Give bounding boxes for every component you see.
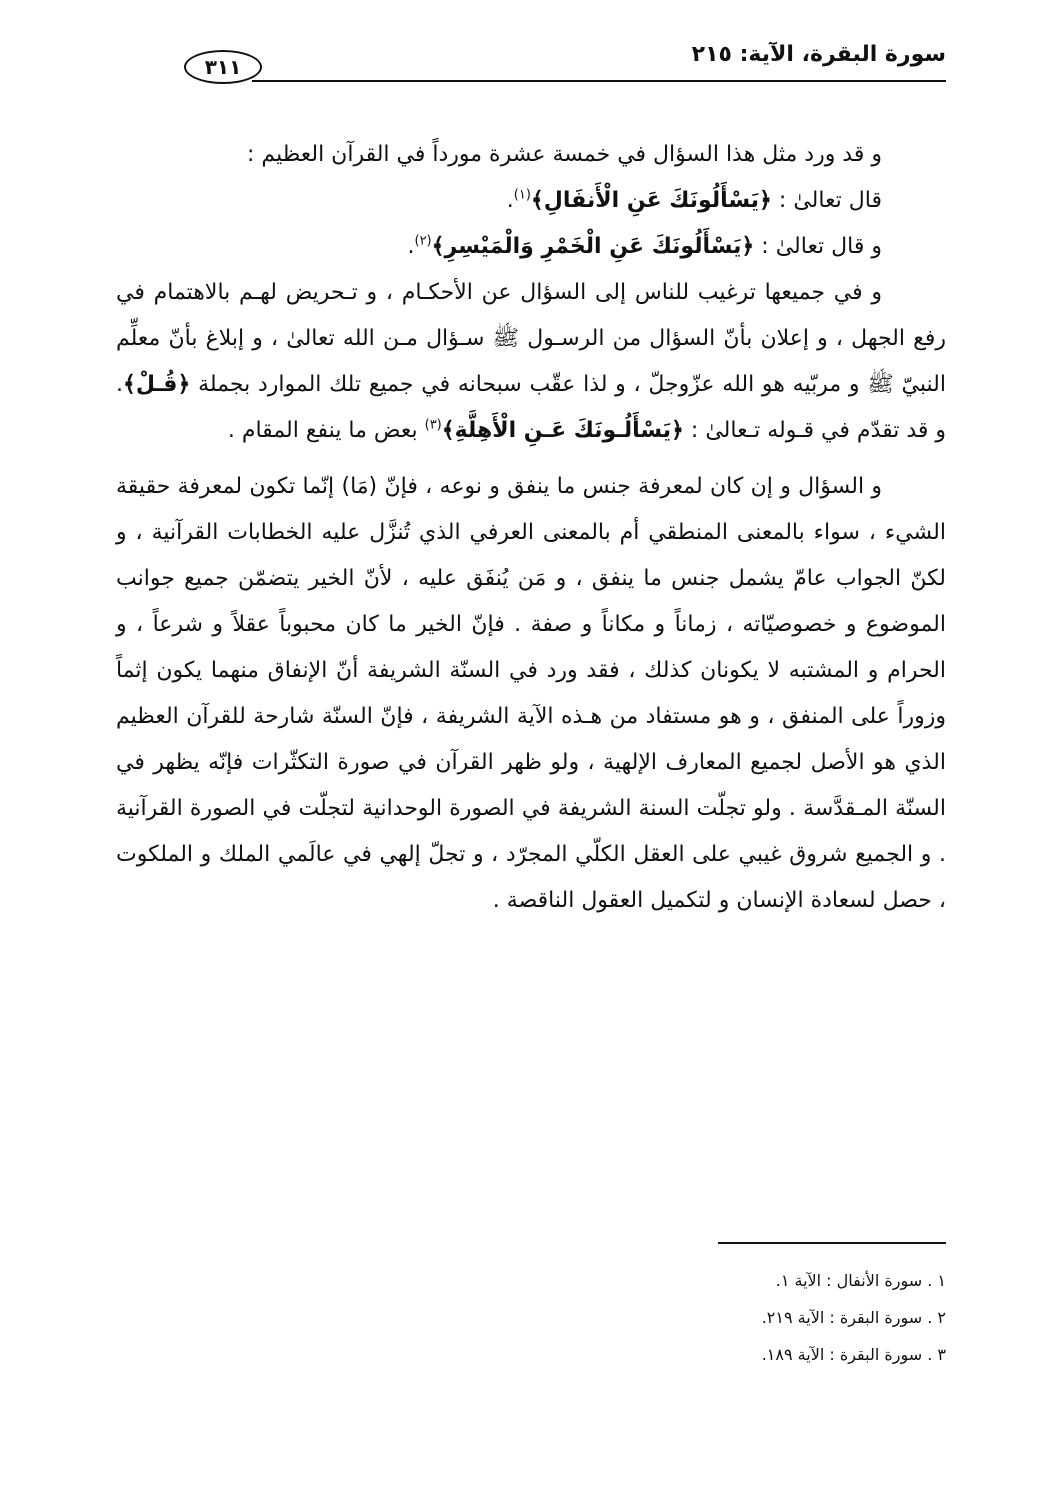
footnote-ref-3[interactable]: (٣) <box>424 417 442 433</box>
footnote-1: ١ . سورة الأنفال : الآية ١. <box>775 1271 946 1290</box>
verse-lead: و قال تعالىٰ : <box>754 234 882 259</box>
footnote-ref-1[interactable]: (١) <box>513 187 531 203</box>
footnote-3: ٣ . سورة البقرة : الآية ١٨٩. <box>761 1345 946 1364</box>
footnote-ref-2[interactable]: (٢) <box>414 233 432 249</box>
verse-lead: قال تعالىٰ : <box>771 188 882 213</box>
paragraph-text-mid: . و قد تقدّم في قـوله تـعالىٰ : <box>116 372 946 443</box>
header-rule <box>252 80 946 82</box>
verse-end: . <box>506 188 514 213</box>
page-number: ٣١١ <box>184 50 262 84</box>
quran-verse-ahilla: ﴿يَسْأَلُـونَكَ عَـنِ الْأَهِلَّةِ﴾ <box>441 418 684 443</box>
paragraph-text-end: بعض ما ينفع المقام . <box>227 418 425 443</box>
verse-end: . <box>407 234 415 259</box>
running-header <box>112 42 946 90</box>
paragraph-encouragement <box>116 270 946 454</box>
footnote-separator <box>718 1242 946 1244</box>
paragraph-verse-khamr <box>116 224 946 270</box>
body-text <box>116 132 946 924</box>
footnote-2: ٢ . سورة البقرة : الآية ٢١٩. <box>761 1308 946 1327</box>
footnotes <box>446 1262 946 1373</box>
quran-verse-anfal: ﴿يَسْأَلُونَكَ عَنِ الْأَنفَالِ﴾ <box>530 188 772 213</box>
paragraph-intro: و قد ورد مثل هذا السؤال في خمسة عشرة مورداً في القرآن العظيم : <box>247 142 882 167</box>
quran-verse-khamr: ﴿يَسْأَلُونَكَ عَنِ الْخَمْرِ وَالْمَيْسِرِ﴾ <box>431 234 755 259</box>
paragraph-verse-anfal <box>116 178 946 224</box>
paragraph-explanation: و السؤال و إن كان لمعرفة جنس ما ينفق و نوعه ، فإنّ (مَا) إنّما تكون لمعرفة حقيقة الشيء ، سواء بالمعنى المنطقي أم بالمعنى العرفي الذي تُنزَّل عليه الخطابات القرآنية ، و لكنّ الجواب عامّ يشمل جنس ما ينفق ، و مَن يُنفَق عليه ، لأنّ الخير يتضمّن جميع جوانب الموضوع و خصوصيّاته ، زماناً و مكاناً و صفة . فإنّ الخير ما كان محبوباً عقلاً و شرعاً ، و الحرام و المشتبه لا يكونان كذلك ، فقد ورد في السنّة الشريفة أنّ الإنفاق منهما يكون إثماً وزوراً على المنفق ، و هو مستفاد من هـذه الآية الشريفة ، فإنّ السنّة شارحة للقرآن العظيم الذي هو الأصل لجميع المعارف الإلهية ، ولو ظهر القرآن في صورة التكثّرات فإنّه يظهر في السنّة المـقدَّسة . ولو تجلّت السنة الشريفة في الصورة الوحدانية لتجلّت في الصورة القرآنية . و الجميع شروق غيبي على العقل الكلّي المجرّد ، و تجلّ إلهي في عالَمي الملك و الملكوت ، حصل لسعادة الإنسان و لتكميل العقول الناقصة . <box>116 474 946 913</box>
quran-word-qul: ﴿قُـلْ﴾ <box>123 372 191 397</box>
header-title: سورة البقرة، الآية: ٢١٥ <box>691 42 946 67</box>
paragraph-text: و في جميعها ترغيب للناس إلى السؤال عن الأحكـام ، و تـحريض لهـم بالاهتمام في رفع الجهل ، و إعلان بأنّ السؤال من الرسـول ﷺ سـؤال مـن الله تعالىٰ ، و إبلاغ بأنّ معلِّم النبيّ ﷺ و مربّيه هو الله عزّوجلّ ، و لذا عقّب سبحانه في جميع تلك الموارد بجملة <box>116 280 946 397</box>
